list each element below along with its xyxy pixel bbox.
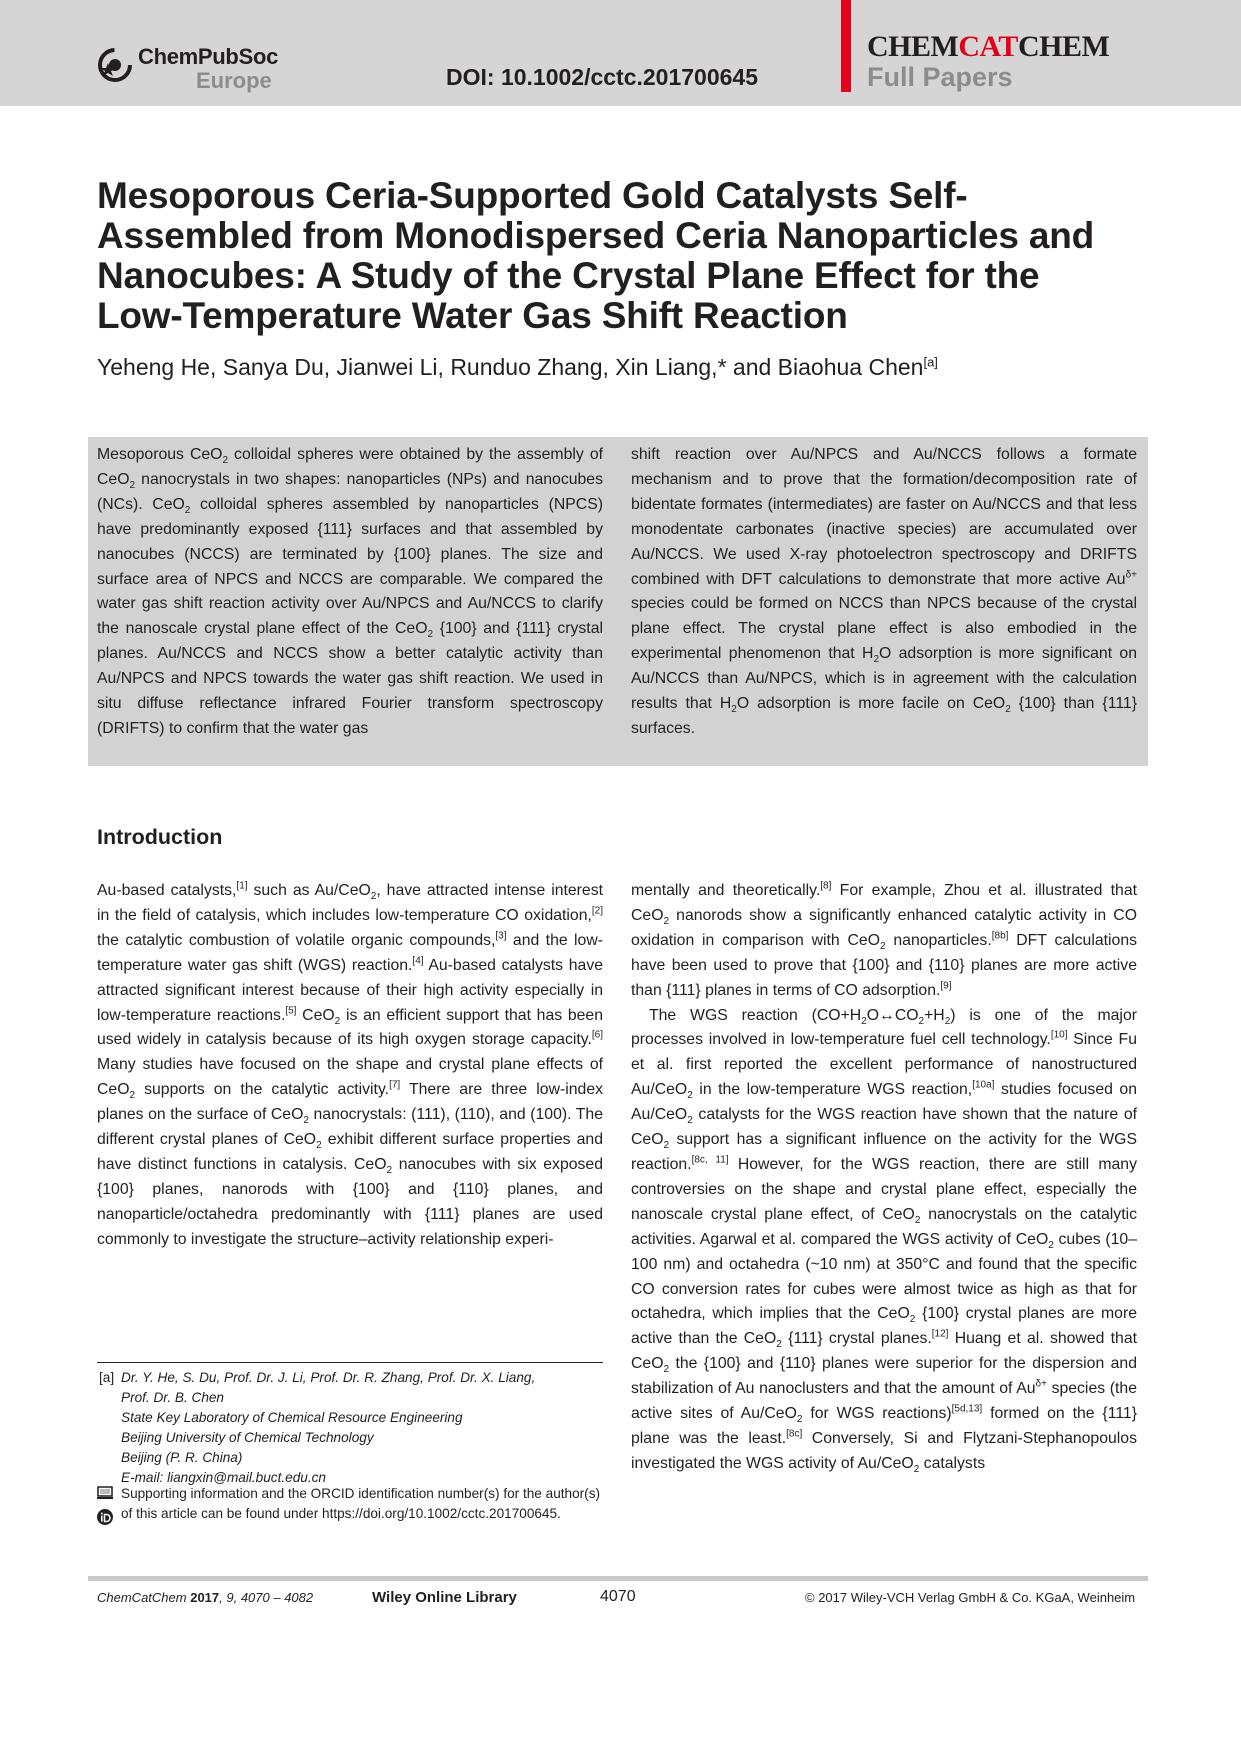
affiliation-tag: [a] — [99, 1370, 115, 1385]
body-paragraph: mentally and theoretically.[8] For example, Zhou et al. illustrated that CeO$_2$ nanorods show a significantly enhanced catalytic activity in CO oxidation in comparison with CeO$_2$ nanoparticles.[8b] DFT calculations have been used to prove that {100} and {110} planes are more active than {111} planes in terms of CO adsorption.[9] — [631, 880, 1138, 999]
journal-title — [867, 30, 1109, 64]
computer-icon — [97, 1486, 113, 1500]
body-column-left: Au-based catalysts,[1] such as Au/CeO$_2$, have attracted intense interest in the field of catalysis, which includes low-temperature CO oxidation,[2] the catalytic combustion of volatile organic compounds,[3] and the low-temperature water gas shift (WGS) reaction.[4] Au-based catalysts have attracted significant interest because of their high activity especially in low-temperature reactions.[5] CeO$_2$ is an efficient support that has been used widely in catalysis because of its high oxygen storage capacity.[6] Many studies have focused on the shape and crystal plane effects of CeO$_2$ supports on the catalytic activity.[7] There are three low-index planes on the surface of CeO$_2$ nanocrystals: (111), (110), and (100). The different crystal planes of CeO$_2$ exhibit different surface properties and have distinct functions in catalysis. CeO$_2$ nanocubes with six exposed {100} planes, nanorods with {100} and {110} planes, and nanoparticle/octahedra predominantly with {111} planes are used commonly to investigate the structure–activity relationship experi- — [97, 880, 604, 1248]
title-line: Low-Temperature Water Gas Shift Reaction — [97, 295, 848, 336]
footer-rule — [88, 1576, 1148, 1581]
abstract-box — [88, 437, 1148, 766]
footnote-rule — [97, 1362, 603, 1363]
footer-wiley-library[interactable]: Wiley Online Library — [372, 1589, 517, 1606]
chempubsoc-logo-icon — [96, 46, 134, 84]
footer-citation — [97, 1590, 313, 1605]
journal-title-pre: CHEM — [867, 30, 959, 63]
affiliation-line: Beijing University of Chemical Technology — [121, 1430, 374, 1445]
affiliation-line: Prof. Dr. B. Chen — [121, 1390, 224, 1405]
journal-accent-bar — [841, 0, 851, 92]
article-title — [97, 176, 1147, 336]
chempubsoc-logo — [96, 44, 286, 94]
section-heading: Introduction — [97, 825, 223, 849]
footer-journal-year: 2017 — [190, 1590, 220, 1605]
affiliation-line: State Key Laboratory of Chemical Resource Engineering — [121, 1410, 463, 1425]
body-column-right — [631, 879, 1137, 1477]
abstract-column-right: shift reaction over Au/NPCS and Au/NCCS follows a formate mechanism and to prove that the formation/decomposition rate of bidentate formates (intermediates) are faster on Au/NCCS and that less monodentate carbonates (inactive species) are accumulated over Au/NCCS. We used X-ray photoelectron spectroscopy and DRIFTS combined with DFT calculations to demonstrate that more active $Au^{\delta+}$ species could be formed on NCCS than NPCS because of the crystal plane effect. The crystal plane effect is also embodied in the experimental phenomenon that $H_2O$ adsorption is more significant on Au/NCCS than Au/NPCS, which is in agreement with the calculation results that $H_2O$ adsorption is more facile on CeO$_2$ {100} than {111} surfaces. — [631, 446, 1137, 737]
journal-title-cat: CAT — [958, 30, 1018, 63]
footer-journal-name: ChemCatChem — [97, 1590, 187, 1605]
body-paragraph: The WGS reaction $(CO+H_2O\leftrightarrow CO_2+H_2)$ is one of the major processes involved in low-temperature fuel cell technology.[10] Since Fu et al. first reported the excellent performance of nanostructured Au/CeO$_2$ in the low-temperature WGS reaction,[10a] studies focused on Au/CeO$_2$ catalysts for the WGS reaction have shown that the nature of CeO$_2$ support has a significant influence on the activity for the WGS reaction.[8c, 11] However, for the WGS reaction, there are still many controversies on the shape and crystal plane effect, especially the nanoscale crystal plane effect, of CeO$_2$ nanocrystals on the catalytic activities. Agarwal et al. compared the WGS activity of CeO$_2$ cubes (10–100 nm) and octahedra (~10 nm) at 350°C and found that the specific CO conversion rates for cubes were almost twice as high as that for octahedra, which implies that the CeO$_2$ {100} crystal planes are more active than the CeO$_2$ {111} crystal planes.[12] Huang et al. showed that CeO$_2$ the {100} and {110} planes were superior for the dispersion and stabilization of Au nanoclusters and that the amount of $Au^{\delta+}$ species (the active sites of Au/CeO$_2$ for WGS reactions)[5d,13] formed on the {111} plane was the least.[8c] Conversely, Si and Flytzani-Stephanopoulos investigated the WGS activity of Au/CeO$_2$ catalysts — [631, 1006, 1138, 1475]
author-names: Yeheng He, Sanya Du, Jianwei Li, Runduo Zhang, Xin Liang,* and Biaohua Chen — [97, 354, 924, 380]
title-line: Assembled from Monodispersed Ceria Nanoparticles and — [97, 215, 1095, 256]
author-list — [97, 354, 1147, 381]
affiliation-line: Beijing (P. R. China) — [121, 1450, 243, 1465]
journal-title-post: CHEM — [1017, 30, 1110, 63]
page-number: 4070 — [600, 1588, 636, 1605]
abstract-column-left: Mesoporous CeO$_2$ colloidal spheres were obtained by the assembly of CeO$_2$ nanocrystals in two shapes: nanoparticles (NPs) and nanocubes (NCs). CeO$_2$ colloidal spheres assembled by nanoparticles (NPCS) have predominantly exposed {111} surfaces and that assembled by nanocubes (NCCS) are terminated by {100} planes. The size and surface area of NPCS and NCCS are comparable. We compared the water gas shift reaction activity over Au/NPCS and Au/NCCS to clarify the nanoscale crystal plane effect of the CeO$_2$ {100} and {111} crystal planes. Au/NCCS and NCCS show a better catalytic activity than Au/NPCS and NPCS towards the water gas shift reaction. We used in situ diffuse reflectance infrared Fourier transform spectroscopy (DRIFTS) to confirm that the water gas — [97, 446, 603, 737]
supporting-info-text: Supporting information and the ORCID identification number(s) for the author(s) of this article can be found under https://doi.org/10.1002/cctc.201700645. — [121, 1486, 601, 1521]
affiliation-email[interactable]: E-mail: liangxin@mail.buct.edu.cn — [121, 1470, 326, 1485]
orcid-icon — [97, 1509, 113, 1525]
author-affil-mark: [a] — [923, 354, 938, 370]
logo-text-top: ChemPubSoc — [138, 44, 279, 69]
footer-copyright: © 2017 Wiley-VCH Verlag GmbH & Co. KGaA, Weinheim — [805, 1590, 1136, 1605]
doi[interactable]: DOI: 10.1002/cctc.201700645 — [446, 64, 759, 90]
title-line: Nanocubes: A Study of the Crystal Plane Effect for the — [97, 255, 1040, 296]
logo-text-bottom: Europe — [196, 68, 272, 93]
title-line: Mesoporous Ceria-Supported Gold Catalysts Self- — [97, 175, 968, 216]
section-type: Full Papers — [867, 62, 1013, 92]
affiliation-line: Dr. Y. He, S. Du, Prof. Dr. J. Li, Prof. Dr. R. Zhang, Prof. Dr. X. Liang, — [121, 1370, 536, 1385]
footer-journal-rest: , 9, 4070 – 4082 — [219, 1590, 314, 1605]
